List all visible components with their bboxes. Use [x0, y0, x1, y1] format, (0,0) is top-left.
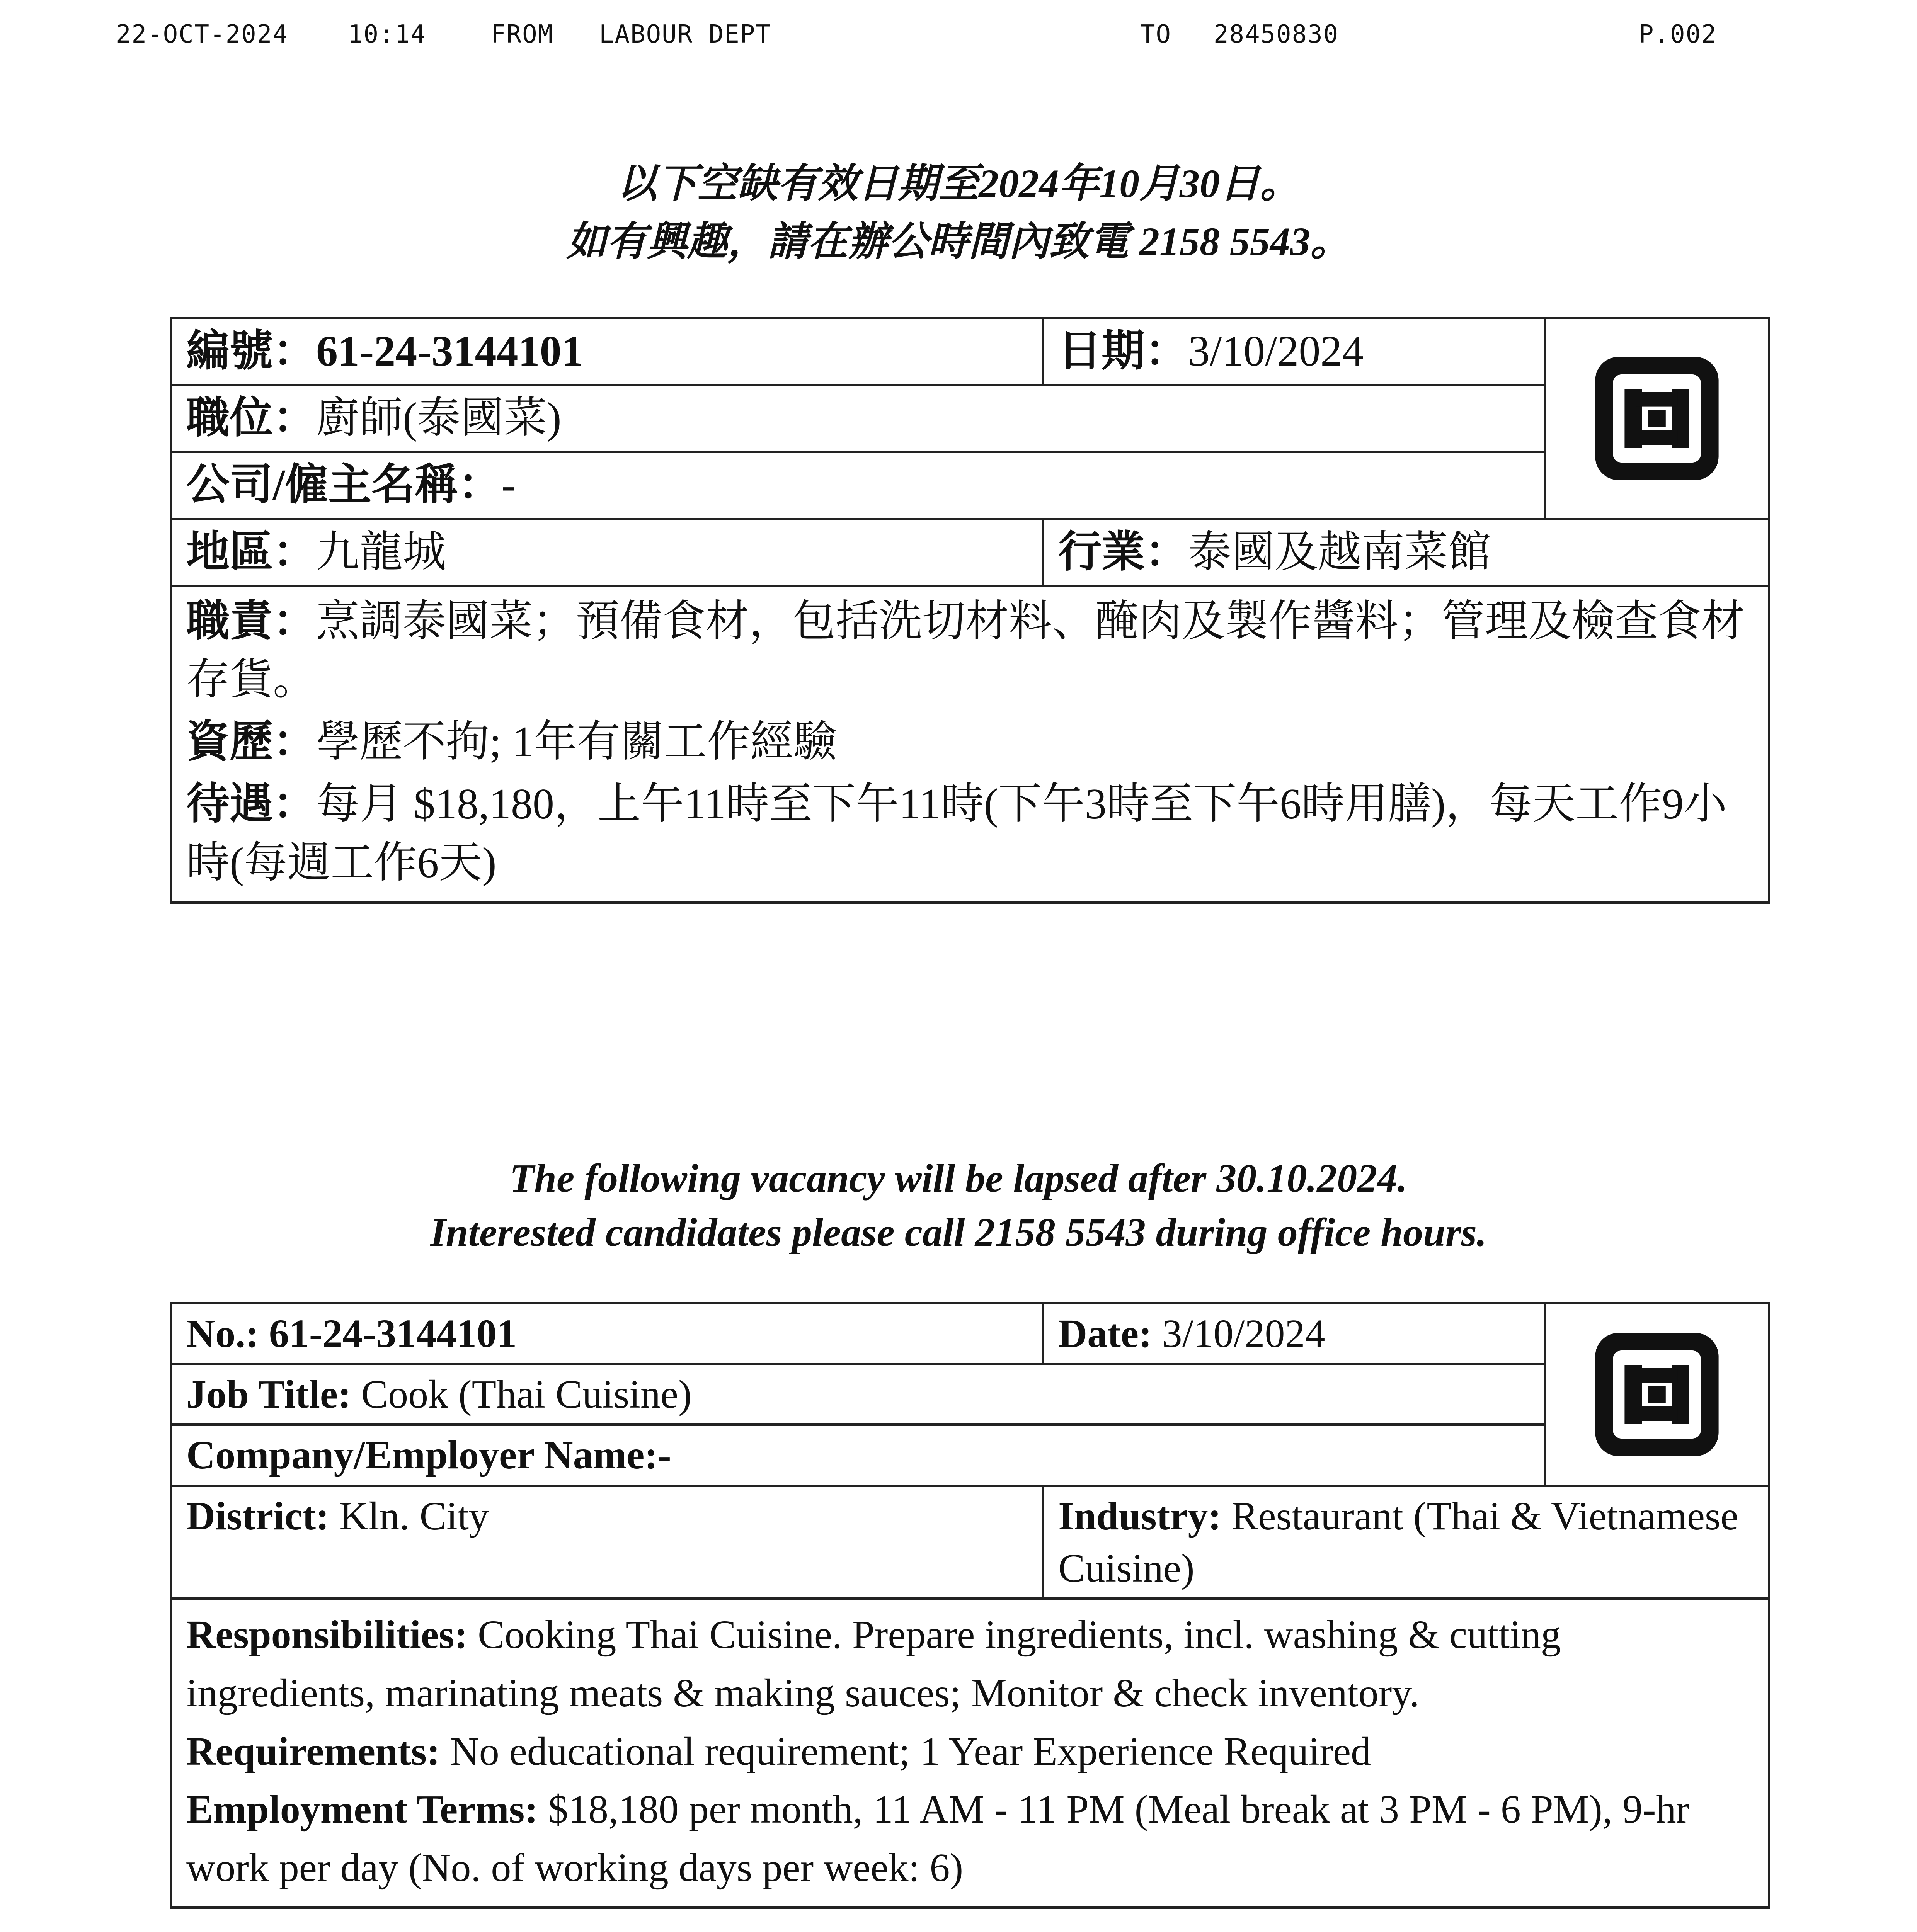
fax-to-number: 28450830	[1214, 20, 1339, 49]
vacancy-card-en	[170, 1302, 1770, 1909]
en-details	[171, 1599, 1769, 1908]
en-job-title: Job Title: Cook (Thai Cuisine)	[171, 1364, 1545, 1425]
notice-zh-line2: 如有興趣，請在辦公時間內致電 2158 5543。	[566, 219, 1350, 264]
zh-district: 地區：九龍城	[171, 519, 1043, 586]
fax-to-label: TO	[1140, 20, 1172, 49]
en-requirements: Requirements: No educational requirement; 1 Year Experience Required	[186, 1729, 1371, 1774]
labour-department-logo-icon	[1583, 1317, 1730, 1472]
notice-zh-line1: 以下空缺有效日期至2024年10月30日。	[616, 162, 1300, 206]
zh-vacancy-number: 編號：61-24-3144101	[171, 318, 1043, 385]
zh-date: 日期：3/10/2024	[1043, 318, 1545, 385]
notice-en-line2: Interested candidates please call 2158 5543 during office hours.	[430, 1210, 1487, 1255]
labour-department-logo-icon	[1583, 341, 1730, 496]
fax-from: LABOUR DEPT	[599, 20, 771, 49]
vacancy-card-zh	[170, 317, 1770, 904]
en-date: Date: 3/10/2024	[1043, 1303, 1545, 1364]
en-employment-terms: Employment Terms: $18,180 per month, 11 AM - 11 PM (Meal break at 3 PM - 6 PM), 9-hr work per day (No. of working days per week: 6)	[186, 1787, 1690, 1890]
fax-date: 22-OCT-2024	[116, 20, 288, 49]
zh-job-title: 職位：廚師(泰國菜)	[171, 385, 1545, 452]
zh-details	[171, 586, 1769, 903]
labour-dept-logo-zh	[1545, 318, 1769, 519]
zh-requirements: 資歷：學歷不拘; 1年有關工作經驗	[186, 718, 837, 766]
notice-en-line1: The following vacancy will be lapsed after 30.10.2024.	[509, 1156, 1408, 1201]
fax-page-number: P.002	[1639, 20, 1717, 49]
en-vacancy-number: No.: 61-24-3144101	[171, 1303, 1043, 1364]
zh-industry: 行業：泰國及越南菜館	[1043, 519, 1769, 586]
fax-time: 10:14	[348, 20, 426, 49]
zh-duties: 職責：烹調泰國菜；預備食材，包括洗切材料、醃肉及製作醬料；管理及檢查食材存貨。	[186, 597, 1745, 704]
zh-terms: 待遇：每月 $18,180，上午11時至下午11時(下午3時至下午6時用膳)，每天工作9小時(每週工作6天)	[186, 780, 1727, 887]
en-responsibilities: Responsibilities: Cooking Thai Cuisine. Prepare ingredients, incl. washing & cutting ingredients, marinating meats & making sauces; Monitor & check inventory.	[186, 1612, 1561, 1715]
zh-company-name: 公司/僱主名稱：-	[171, 452, 1545, 519]
en-company-name: Company/Employer Name:-	[171, 1425, 1545, 1485]
en-district: District: Kln. City	[171, 1486, 1043, 1599]
fax-from-label: FROM	[491, 20, 554, 49]
en-industry: Industry: Restaurant (Thai & Vietnamese Cuisine)	[1043, 1486, 1769, 1599]
labour-dept-logo-en	[1545, 1303, 1769, 1486]
